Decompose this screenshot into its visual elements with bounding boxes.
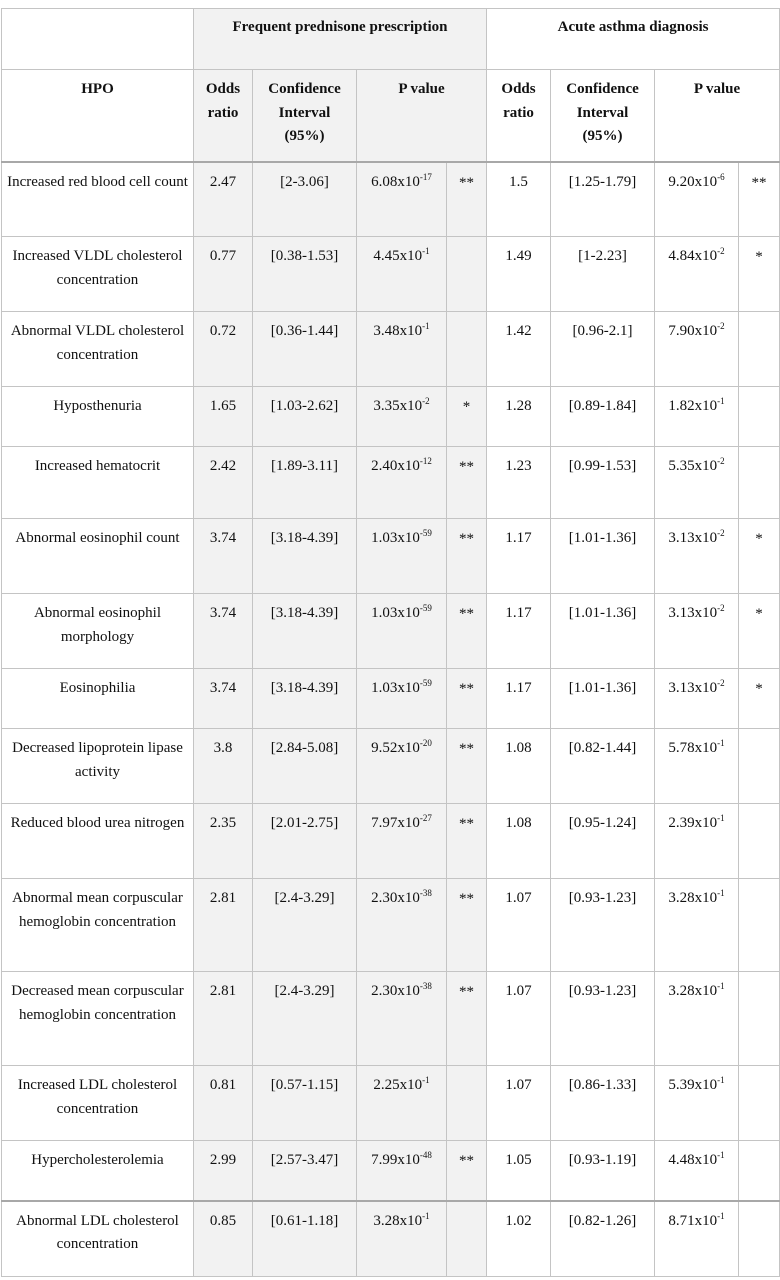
p-value-mantissa: 2.39x10 — [668, 815, 718, 831]
pred-odds-ratio-cell: 1.65 — [194, 387, 253, 447]
asth-significance-cell — [739, 879, 780, 972]
pred-odds-ratio-cell: 0.77 — [194, 237, 253, 312]
asth-significance-cell — [739, 729, 780, 804]
asth-p-value-cell — [655, 729, 739, 804]
p-value-exponent: -1 — [422, 321, 430, 331]
pred-significance-cell: ** — [447, 669, 487, 729]
pred-p-value-cell — [357, 1066, 447, 1141]
p-value-mantissa: 5.35x10 — [668, 458, 718, 474]
p-value-exponent: -2 — [717, 678, 725, 688]
asth-ci-cell: [0.93-1.23] — [551, 879, 655, 972]
pred-ci-cell: [0.61-1.18] — [253, 1201, 357, 1277]
hpo-term-cell: Reduced blood urea nitrogen — [2, 804, 194, 879]
pred-ci-cell: [2.57-3.47] — [253, 1141, 357, 1201]
hpo-term-cell: Abnormal eosinophil morphology — [2, 594, 194, 669]
hpo-term-cell: Hypercholesterolemia — [2, 1141, 194, 1201]
p-value-mantissa: 3.13x10 — [668, 680, 718, 696]
asth-odds-ratio-cell: 1.49 — [487, 237, 551, 312]
p-value-mantissa: 7.99x10 — [371, 1152, 420, 1168]
p-value-exponent: -2 — [717, 528, 725, 538]
pred-p-value-cell — [357, 162, 447, 237]
pred-significance-cell: ** — [447, 804, 487, 879]
hpo-term-cell: Hyposthenuria — [2, 387, 194, 447]
p-value-exponent: -1 — [422, 1210, 430, 1221]
group-header-asthma: Acute asthma diagnosis — [487, 9, 780, 70]
asth-ci-cell: [1-2.23] — [551, 237, 655, 312]
asth-ci-cell: [0.86-1.33] — [551, 1066, 655, 1141]
p-value-mantissa: 3.48x10 — [373, 323, 423, 339]
asth-odds-ratio-cell: 1.17 — [487, 669, 551, 729]
table-body — [2, 162, 780, 1277]
table-row — [2, 972, 780, 1066]
asth-p-value-header: P value — [655, 70, 780, 162]
p-value-exponent: -12 — [419, 456, 432, 466]
pred-ci-header: Confidence Interval (95%) — [253, 70, 357, 162]
asth-odds-ratio-cell: 1.02 — [487, 1201, 551, 1277]
p-value-mantissa: 3.13x10 — [668, 605, 718, 621]
asth-significance-cell — [739, 447, 780, 519]
asth-significance-cell — [739, 804, 780, 879]
p-value-exponent: -1 — [422, 246, 430, 256]
pred-odds-ratio-cell: 3.8 — [194, 729, 253, 804]
pred-ci-cell: [3.18-4.39] — [253, 594, 357, 669]
asth-p-value-cell — [655, 519, 739, 594]
asth-p-value-cell — [655, 594, 739, 669]
hpo-header: HPO — [2, 70, 194, 162]
pred-significance-cell — [447, 1066, 487, 1141]
p-value-exponent: -1 — [717, 981, 725, 991]
pred-significance-cell: ** — [447, 972, 487, 1066]
p-value-mantissa: 4.48x10 — [668, 1152, 718, 1168]
pred-odds-ratio-cell: 3.74 — [194, 519, 253, 594]
asth-ci-cell: [1.01-1.36] — [551, 519, 655, 594]
pred-p-value-cell — [357, 387, 447, 447]
p-value-mantissa: 2.25x10 — [373, 1077, 423, 1093]
p-value-mantissa: 1.03x10 — [371, 680, 420, 696]
table-row — [2, 312, 780, 387]
hpo-term-cell: Abnormal eosinophil count — [2, 519, 194, 594]
pred-significance-cell — [447, 312, 487, 387]
p-value-exponent: -27 — [419, 813, 432, 823]
asth-ci-cell: [1.25-1.79] — [551, 162, 655, 237]
pred-odds-ratio-cell: 0.81 — [194, 1066, 253, 1141]
table-row — [2, 804, 780, 879]
pred-odds-ratio-header: Odds ratio — [194, 70, 253, 162]
p-value-mantissa: 5.78x10 — [668, 740, 718, 756]
pred-odds-ratio-cell: 2.81 — [194, 879, 253, 972]
pred-ci-cell: [2.84-5.08] — [253, 729, 357, 804]
p-value-exponent: -6 — [717, 171, 725, 182]
p-value-exponent: -1 — [717, 1150, 725, 1160]
hpo-term-cell: Eosinophilia — [2, 669, 194, 729]
asth-ci-cell: [0.82-1.44] — [551, 729, 655, 804]
asth-p-value-cell — [655, 972, 739, 1066]
table-row — [2, 1066, 780, 1141]
p-value-exponent: -59 — [419, 528, 432, 538]
asth-odds-ratio-cell: 1.17 — [487, 594, 551, 669]
p-value-mantissa: 2.30x10 — [371, 890, 420, 906]
pred-ci-cell: [1.89-3.11] — [253, 447, 357, 519]
table-row — [2, 594, 780, 669]
pred-significance-cell: ** — [447, 1141, 487, 1201]
pred-p-value-cell — [357, 447, 447, 519]
pred-ci-cell: [3.18-4.39] — [253, 519, 357, 594]
p-value-mantissa: 1.82x10 — [668, 398, 718, 414]
pred-ci-cell: [2.4-3.29] — [253, 879, 357, 972]
table-row — [2, 729, 780, 804]
p-value-exponent: -2 — [422, 396, 430, 406]
asth-odds-ratio-cell: 1.5 — [487, 162, 551, 237]
pred-significance-cell: ** — [447, 879, 487, 972]
asth-significance-cell — [739, 312, 780, 387]
p-value-exponent: -59 — [419, 678, 432, 688]
asth-odds-ratio-cell: 1.08 — [487, 729, 551, 804]
asth-ci-cell: [0.89-1.84] — [551, 387, 655, 447]
asth-odds-ratio-cell: 1.07 — [487, 972, 551, 1066]
p-value-exponent: -2 — [717, 603, 725, 613]
hpo-term-cell: Decreased lipoprotein lipase activity — [2, 729, 194, 804]
asth-significance-cell — [739, 1141, 780, 1201]
asth-significance-cell: * — [739, 669, 780, 729]
asth-odds-ratio-cell: 1.17 — [487, 519, 551, 594]
asth-odds-ratio-cell: 1.05 — [487, 1141, 551, 1201]
pred-odds-ratio-cell: 2.47 — [194, 162, 253, 237]
p-value-exponent: -1 — [422, 1075, 430, 1085]
p-value-mantissa: 7.90x10 — [668, 323, 718, 339]
p-value-mantissa: 8.71x10 — [668, 1212, 718, 1229]
asth-ci-cell: [0.93-1.19] — [551, 1141, 655, 1201]
empty-header-cell — [2, 9, 194, 70]
p-value-mantissa: 4.45x10 — [373, 248, 423, 264]
pred-p-value-cell — [357, 879, 447, 972]
p-value-mantissa: 3.28x10 — [668, 983, 718, 999]
pred-p-value-cell — [357, 1201, 447, 1277]
pred-p-value-cell — [357, 519, 447, 594]
pred-significance-cell: ** — [447, 519, 487, 594]
asth-p-value-cell — [655, 804, 739, 879]
p-value-exponent: -1 — [717, 396, 725, 406]
table-row — [2, 387, 780, 447]
table-row — [2, 1141, 780, 1201]
asth-odds-ratio-cell: 1.42 — [487, 312, 551, 387]
asth-p-value-cell — [655, 162, 739, 237]
asth-odds-ratio-cell: 1.08 — [487, 804, 551, 879]
pred-odds-ratio-cell: 3.74 — [194, 594, 253, 669]
asth-ci-cell: [1.01-1.36] — [551, 594, 655, 669]
asth-p-value-cell — [655, 387, 739, 447]
pred-significance-cell: ** — [447, 594, 487, 669]
asth-p-value-cell — [655, 237, 739, 312]
hpo-term-cell: Increased hematocrit — [2, 447, 194, 519]
p-value-mantissa: 1.03x10 — [371, 605, 420, 621]
table-row — [2, 447, 780, 519]
pred-ci-cell: [2.01-2.75] — [253, 804, 357, 879]
pred-ci-cell: [3.18-4.39] — [253, 669, 357, 729]
pred-ci-cell: [0.38-1.53] — [253, 237, 357, 312]
p-value-mantissa: 9.20x10 — [668, 173, 718, 190]
pred-p-value-cell — [357, 1141, 447, 1201]
pred-ci-cell: [2.4-3.29] — [253, 972, 357, 1066]
asth-odds-ratio-header: Odds ratio — [487, 70, 551, 162]
table-row — [2, 519, 780, 594]
asth-odds-ratio-cell: 1.28 — [487, 387, 551, 447]
p-value-exponent: -1 — [717, 1075, 725, 1085]
p-value-exponent: -1 — [717, 888, 725, 898]
p-value-exponent: -2 — [717, 456, 725, 466]
pred-odds-ratio-cell: 0.72 — [194, 312, 253, 387]
pred-significance-cell: ** — [447, 447, 487, 519]
p-value-mantissa: 1.03x10 — [371, 530, 420, 546]
hpo-term-cell: Increased LDL cholesterol concentration — [2, 1066, 194, 1141]
pred-significance-cell — [447, 1201, 487, 1277]
table-row — [2, 162, 780, 237]
pred-p-value-cell — [357, 594, 447, 669]
table-row — [2, 1201, 780, 1277]
asth-p-value-cell — [655, 1066, 739, 1141]
group-header-row — [2, 9, 780, 70]
asth-ci-cell: [0.95-1.24] — [551, 804, 655, 879]
hpo-term-cell: Abnormal LDL cholesterol concentration — [2, 1201, 194, 1277]
pred-p-value-cell — [357, 669, 447, 729]
pred-ci-cell: [2-3.06] — [253, 162, 357, 237]
pred-p-value-cell — [357, 729, 447, 804]
asth-ci-header: Confidence Interval (95%) — [551, 70, 655, 162]
asth-odds-ratio-cell: 1.07 — [487, 879, 551, 972]
pred-significance-cell: * — [447, 387, 487, 447]
pred-odds-ratio-cell: 2.35 — [194, 804, 253, 879]
pred-odds-ratio-cell: 2.81 — [194, 972, 253, 1066]
asth-odds-ratio-cell: 1.23 — [487, 447, 551, 519]
asth-ci-cell: [0.99-1.53] — [551, 447, 655, 519]
p-value-exponent: -48 — [419, 1150, 432, 1160]
p-value-exponent: -38 — [419, 888, 432, 898]
results-table — [1, 8, 780, 1277]
asth-significance-cell: * — [739, 237, 780, 312]
asth-odds-ratio-cell: 1.07 — [487, 1066, 551, 1141]
column-header-row — [2, 70, 780, 162]
p-value-mantissa: 3.28x10 — [373, 1212, 423, 1229]
p-value-exponent: -20 — [419, 738, 432, 748]
p-value-mantissa: 2.30x10 — [371, 983, 420, 999]
p-value-mantissa: 4.84x10 — [668, 248, 718, 264]
p-value-mantissa: 9.52x10 — [371, 740, 420, 756]
p-value-mantissa: 5.39x10 — [668, 1077, 718, 1093]
p-value-exponent: -2 — [717, 246, 725, 256]
asth-p-value-cell — [655, 669, 739, 729]
asth-ci-cell: [1.01-1.36] — [551, 669, 655, 729]
pred-p-value-cell — [357, 804, 447, 879]
p-value-exponent: -2 — [717, 321, 725, 331]
asth-p-value-cell — [655, 447, 739, 519]
p-value-mantissa: 2.40x10 — [371, 458, 420, 474]
p-value-exponent: -1 — [717, 813, 725, 823]
p-value-exponent: -17 — [419, 171, 432, 182]
pred-ci-cell: [0.57-1.15] — [253, 1066, 357, 1141]
pred-significance-cell: ** — [447, 729, 487, 804]
pred-significance-cell — [447, 237, 487, 312]
pred-odds-ratio-cell: 0.85 — [194, 1201, 253, 1277]
p-value-mantissa: 7.97x10 — [371, 815, 420, 831]
p-value-mantissa: 3.13x10 — [668, 530, 718, 546]
hpo-term-cell: Abnormal mean corpuscular hemoglobin concentration — [2, 879, 194, 972]
asth-p-value-cell — [655, 312, 739, 387]
pred-odds-ratio-cell: 2.42 — [194, 447, 253, 519]
asth-significance-cell — [739, 1201, 780, 1277]
table-row — [2, 237, 780, 312]
asth-significance-cell — [739, 972, 780, 1066]
asth-ci-cell: [0.96-2.1] — [551, 312, 655, 387]
asth-p-value-cell — [655, 1141, 739, 1201]
p-value-exponent: -38 — [419, 981, 432, 991]
pred-ci-cell: [1.03-2.62] — [253, 387, 357, 447]
asth-significance-cell — [739, 387, 780, 447]
p-value-mantissa: 6.08x10 — [371, 173, 420, 190]
p-value-exponent: -1 — [717, 738, 725, 748]
table-row — [2, 669, 780, 729]
pred-significance-cell: ** — [447, 162, 487, 237]
hpo-term-cell: Abnormal VLDL cholesterol concentration — [2, 312, 194, 387]
pred-odds-ratio-cell: 2.99 — [194, 1141, 253, 1201]
p-value-exponent: -59 — [419, 603, 432, 613]
table-row — [2, 879, 780, 972]
pred-p-value-cell — [357, 237, 447, 312]
asth-ci-cell: [0.82-1.26] — [551, 1201, 655, 1277]
p-value-mantissa: 3.35x10 — [373, 398, 423, 414]
asth-significance-cell — [739, 1066, 780, 1141]
group-header-prednisone: Frequent prednisone prescription — [194, 9, 487, 70]
pred-ci-cell: [0.36-1.44] — [253, 312, 357, 387]
hpo-term-cell: Increased VLDL cholesterol concentration — [2, 237, 194, 312]
asth-significance-cell: * — [739, 594, 780, 669]
p-value-exponent: -1 — [717, 1210, 725, 1221]
pred-p-value-cell — [357, 972, 447, 1066]
hpo-term-cell: Decreased mean corpuscular hemoglobin concentration — [2, 972, 194, 1066]
asth-ci-cell: [0.93-1.23] — [551, 972, 655, 1066]
hpo-term-cell: Increased red blood cell count — [2, 162, 194, 237]
p-value-mantissa: 3.28x10 — [668, 890, 718, 906]
asth-significance-cell: ** — [739, 162, 780, 237]
pred-p-value-header: P value — [357, 70, 487, 162]
asth-significance-cell: * — [739, 519, 780, 594]
asth-p-value-cell — [655, 879, 739, 972]
asth-p-value-cell — [655, 1201, 739, 1277]
pred-p-value-cell — [357, 312, 447, 387]
pred-odds-ratio-cell: 3.74 — [194, 669, 253, 729]
